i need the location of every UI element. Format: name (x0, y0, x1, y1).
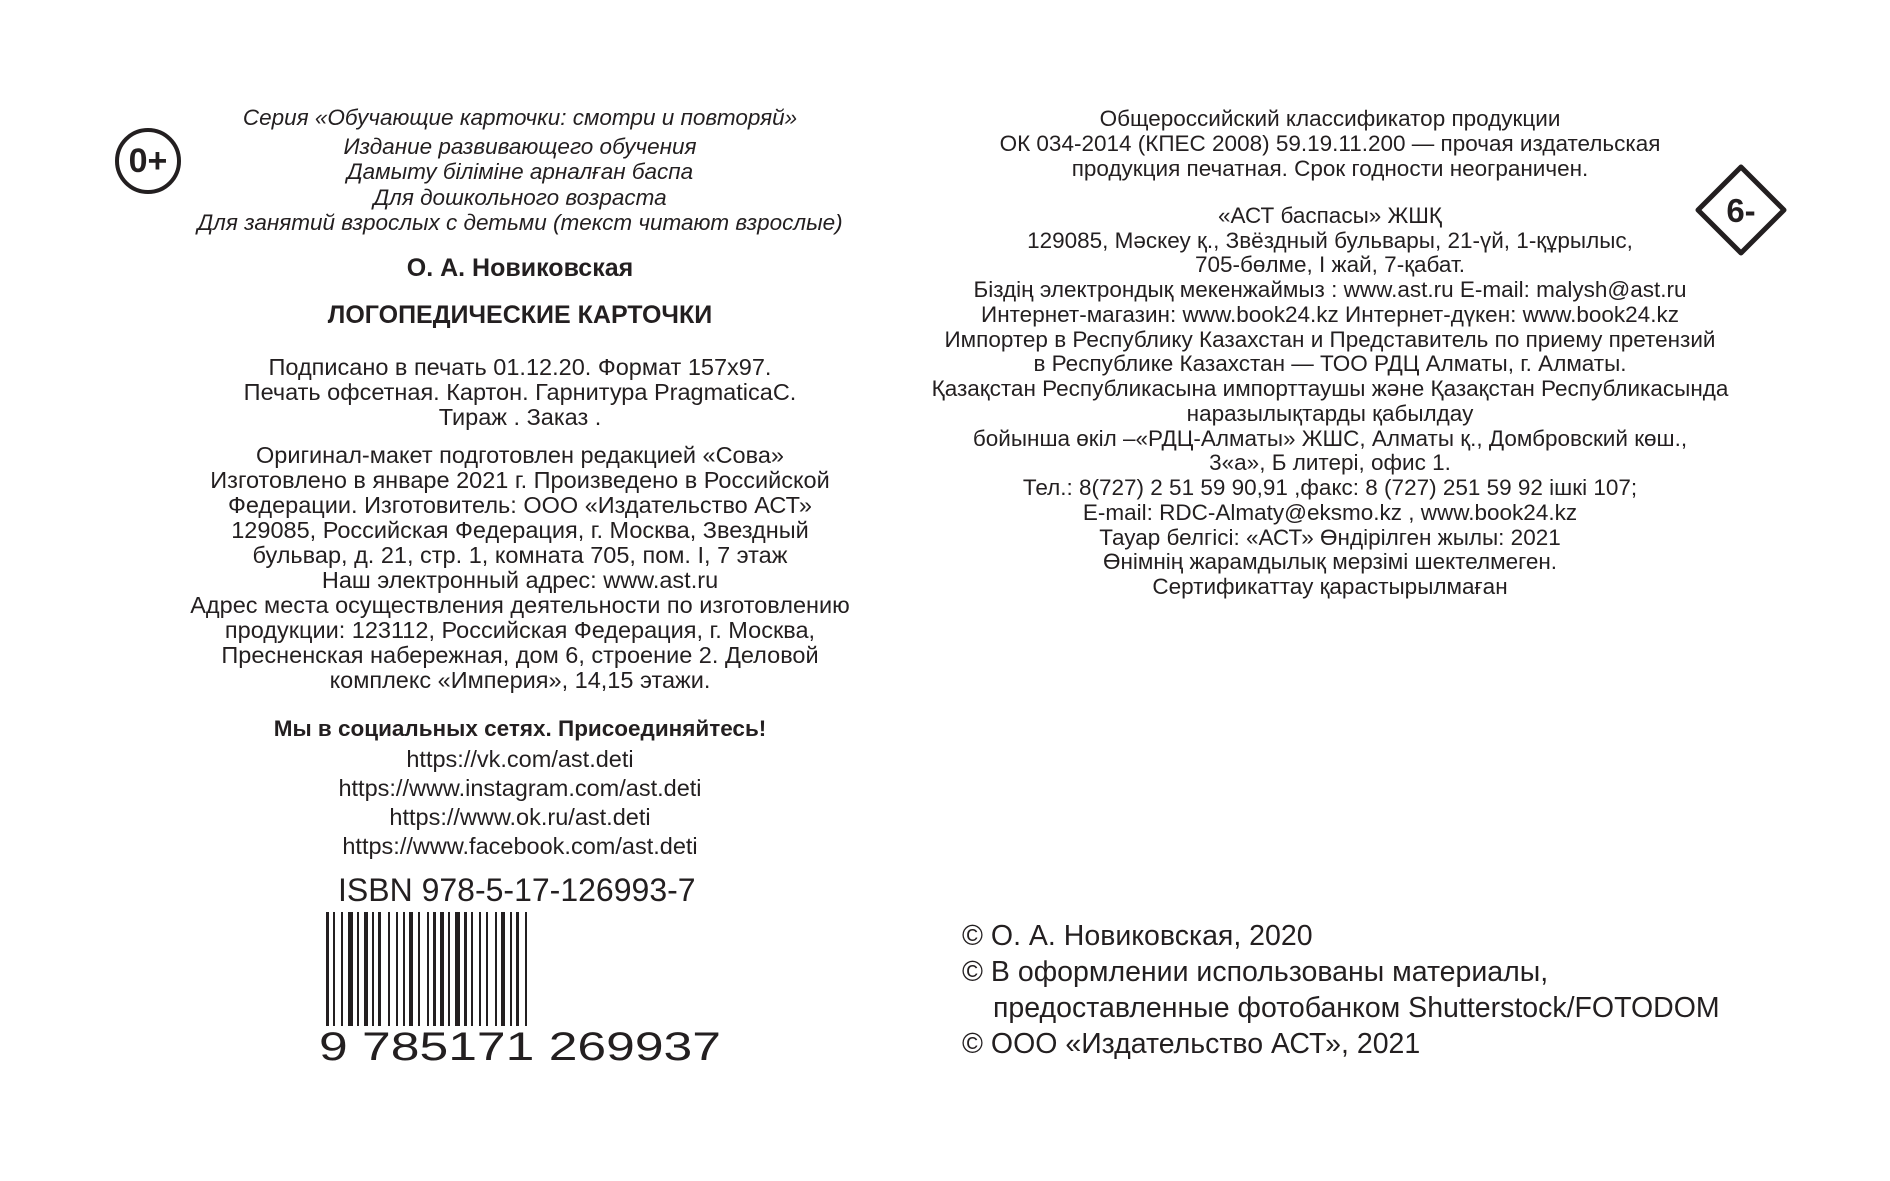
edition-line: Издание развивающего обучения (343, 134, 697, 159)
age-rating-0-plus-badge: 0+ (115, 128, 181, 194)
kz-info-line: Өнімнің жарамдылық мерзімі шектелмеген. (1102, 549, 1558, 574)
kz-info-line: Сертификаттау қарастырылмаған (1152, 574, 1508, 599)
publisher-info-line: Пресненская набережная, дом 6, строение 2. Деловой (221, 642, 819, 668)
kz-info-line: 705-бөлме, I жай, 7-қабат. (1195, 252, 1465, 277)
kz-info-line: E-mail: RDC-Almaty@eksmo.kz , www.book24.kz (1082, 500, 1578, 525)
kz-info-line: Қазақстан Республикасына импорттаушы және Қазақстан Республикасында (931, 376, 1729, 401)
publisher-info-line: Наш электронный адрес: www.ast.ru (321, 567, 719, 593)
social-link-instagram[interactable]: https://www.instagram.com/ast.deti (338, 775, 702, 801)
copyright-publisher: © ООО «Издательство АСТ», 2021 (962, 1028, 1421, 1060)
publisher-info-line: Изготовлено в январе 2021 г. Произведено в Российской (210, 467, 830, 493)
kz-info-line: в Республике Казахстан — ТОО РДЦ Алматы, г. Алматы. (1033, 351, 1627, 376)
kz-info-line: Импортер в Республику Казахстан и Представитель по приему претензий (944, 327, 1716, 352)
barcode (318, 912, 722, 1064)
kz-info-line: 129085, Мәскеу қ., Звёздный бульвары, 21-үй, 1-құрылыс, (1027, 228, 1633, 253)
series-line: Серия «Обучающие карточки: смотри и повторяй» (242, 105, 798, 130)
kz-info-line: бойынша өкіл –«РДЦ-Алматы» ЖШС, Алматы қ., Домбровский көш., (972, 426, 1688, 451)
kz-info-line: Біздің электрондық мекенжаймыз : www.ast.ru E-mail: malysh@ast.ru (973, 277, 1687, 302)
social-heading: Мы в социальных сетях. Присоединяйтесь! (273, 716, 767, 741)
social-link-ok[interactable]: https://www.ok.ru/ast.deti (389, 804, 651, 830)
copyright-materials: © В оформлении использованы материалы, (962, 956, 1549, 988)
copyright-materials-source: предоставленные фотобанком Shutterstock/FOTODOM (993, 992, 1720, 1024)
adults-note-line: Для занятий взрослых с детьми (текст читают взрослые) (197, 210, 843, 235)
kz-info-line: Тауар белгісі: «АСТ» Өндірілген жылы: 2021 (1099, 525, 1561, 550)
classifier-line: продукция печатная. Срок годности неограничен. (1071, 156, 1589, 181)
kz-info-line: Тел.: 8(727) 2 51 59 90,91 ,факс: 8 (727) 251 59 92 ішкі 107; (1022, 475, 1638, 500)
kz-info-line: «АСТ баспасы» ЖШҚ (1217, 203, 1443, 228)
publisher-info-line: бульвар, д. 21, стр. 1, комната 705, пом. I, 7 этаж (252, 542, 788, 568)
print-info-line: Тираж . Заказ . (438, 404, 602, 430)
classifier-line: Общероссийский классификатор продукции (1099, 106, 1561, 131)
kz-info-line: наразылықтарды қабылдау (1186, 401, 1474, 426)
publisher-info-line: комплекс «Империя», 14,15 этажи. (329, 667, 711, 693)
print-info-line: Печать офсетная. Картон. Гарнитура PragmaticaC. (243, 379, 797, 405)
svg-text:6-: 6- (1726, 192, 1756, 229)
isbn-number: ISBN 978-5-17-126993-7 (338, 872, 696, 908)
author-name: О. А. Новиковская (406, 254, 634, 282)
social-link-vk[interactable]: https://vk.com/ast.deti (406, 746, 634, 772)
barcode-digits: 9 785171 269937 (319, 1025, 721, 1064)
kz-info-line: Интернет-магазин: www.book24.kz Интернет-дүкен: www.book24.kz (981, 302, 1679, 327)
publisher-info-line: Оригинал-макет подготовлен редакцией «Сова» (256, 442, 784, 468)
edition-kz-line: Дамыту біліміне арналған баспа (346, 159, 694, 184)
publisher-info-line: 129085, Российская Федерация, г. Москва, Звездный (231, 517, 809, 543)
classifier-line: ОК 034-2014 (КПЕС 2008) 59.19.11.200 — прочая издательская (999, 131, 1661, 156)
print-info-line: Подписано в печать 01.12.20. Формат 157х97. (268, 354, 772, 380)
age-group-line: Для дошкольного возраста (373, 185, 667, 210)
copyright-author: © О. А. Новиковская, 2020 (962, 920, 1313, 952)
publisher-info-line: продукции: 123112, Российская Федерация, г. Москва, (224, 617, 816, 643)
publisher-info-line: Федерации. Изготовитель: ООО «Издательство АСТ» (227, 492, 813, 518)
book-title: ЛОГОПЕДИЧЕСКИЕ КАРТОЧКИ (327, 301, 713, 329)
publisher-info-line: Адрес места осуществления деятельности по изготовлению (190, 592, 850, 618)
social-link-facebook[interactable]: https://www.facebook.com/ast.deti (342, 833, 698, 859)
kz-info-line: 3«а», Б литері, офис 1. (1209, 450, 1451, 475)
